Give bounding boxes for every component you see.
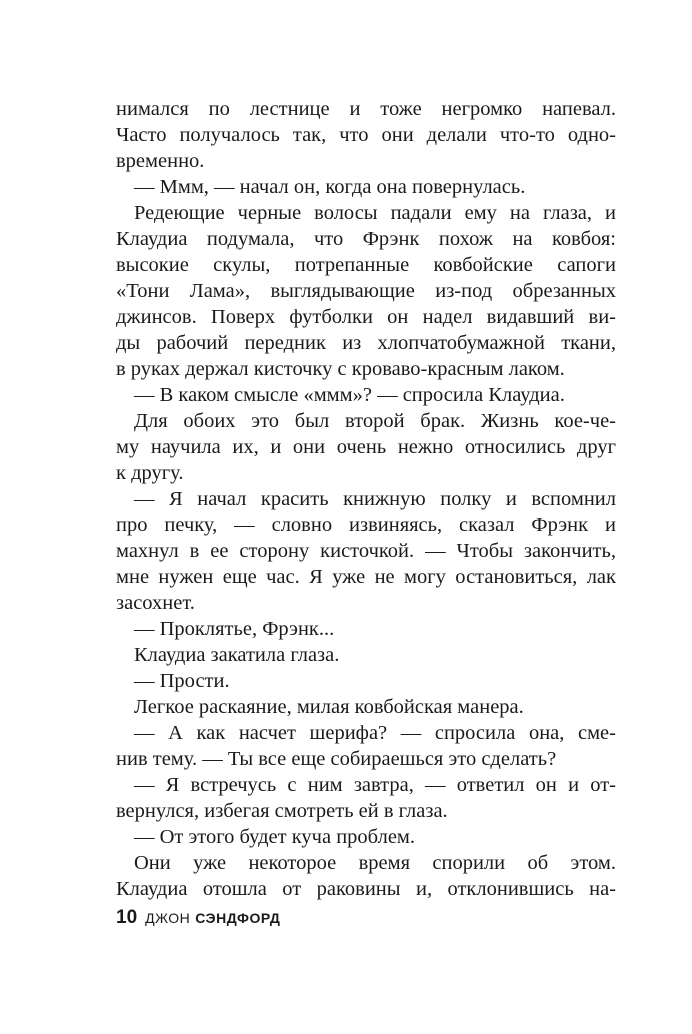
text-line: — В каком смысле «ммм»? — спросила Клаудиа. (134, 384, 565, 406)
text-line: временно. (116, 150, 205, 172)
text-line: — Проклятье, Фрэнк... (134, 618, 335, 640)
text-line: Клаудиа подумала, что Фрэнк похож на ковбоя: (116, 228, 616, 250)
page-footer (116, 906, 280, 930)
text-line: к другу. (116, 462, 184, 484)
author-first-name: ДЖОН (145, 910, 191, 926)
text-line: — Прости. (134, 670, 230, 692)
text-line: Легкое раскаяние, милая ковбойская манера. (134, 696, 524, 718)
text-line: мне нужен еще час. Я уже не могу остановиться, лак (116, 566, 616, 588)
text-line: Они уже некоторое время спорили об этом. (134, 852, 616, 874)
text-line: высокие скулы, потрепанные ковбойские сапоги (116, 254, 616, 276)
text-line: джинсов. Поверх футболки он надел видавший ви- (116, 306, 616, 328)
text-line: Клаудиа закатила глаза. (134, 644, 340, 666)
text-line: в руках держал кисточку с кроваво-красным лаком. (116, 358, 565, 380)
author-last-name: СЭНДФОРД (195, 910, 281, 926)
text-line: про печку, — словно извиняясь, сказал Фрэнк и (116, 514, 616, 536)
text-line: — Я встречусь с ним завтра, — ответил он и от- (134, 774, 616, 796)
text-line: нимался по лестнице и тоже негромко напевал. (116, 98, 616, 120)
text-line: ды рабочий передник из хлопчатобумажной ткани, (116, 332, 616, 354)
text-line: — От этого будет куча проблем. (134, 826, 416, 848)
text-line: Клаудиа отошла от раковины и, отклонившись на- (116, 878, 616, 900)
text-line: вернулся, избегая смотреть ей в глаза. (116, 800, 448, 822)
text-line: махнул в ее сторону кисточкой. — Чтобы закончить, (116, 540, 616, 562)
text-line: Редеющие черные волосы падали ему на глаза, и (134, 202, 616, 224)
text-line: — Я начал красить книжную полку и вспомнил (134, 488, 616, 510)
text-line: Часто получалось так, что они делали что-то одно- (116, 124, 616, 146)
text-line: му научила их, и они очень нежно относились друг (116, 436, 616, 458)
text-line: засохнет. (116, 592, 195, 614)
page-number: 10 (116, 907, 138, 928)
text-line: — А как насчет шерифа? — спросила она, сме- (134, 722, 616, 744)
page-body (116, 96, 616, 902)
text-line: нив тему. — Ты все еще собираешься это сделать? (116, 748, 557, 770)
text-line: — Ммм, — начал он, когда она повернулась. (134, 176, 526, 198)
text-line: «Тони Лама», выглядывающие из-под обрезанных (116, 280, 616, 302)
text-line: Для обоих это был второй брак. Жизнь кое-че- (134, 410, 616, 432)
